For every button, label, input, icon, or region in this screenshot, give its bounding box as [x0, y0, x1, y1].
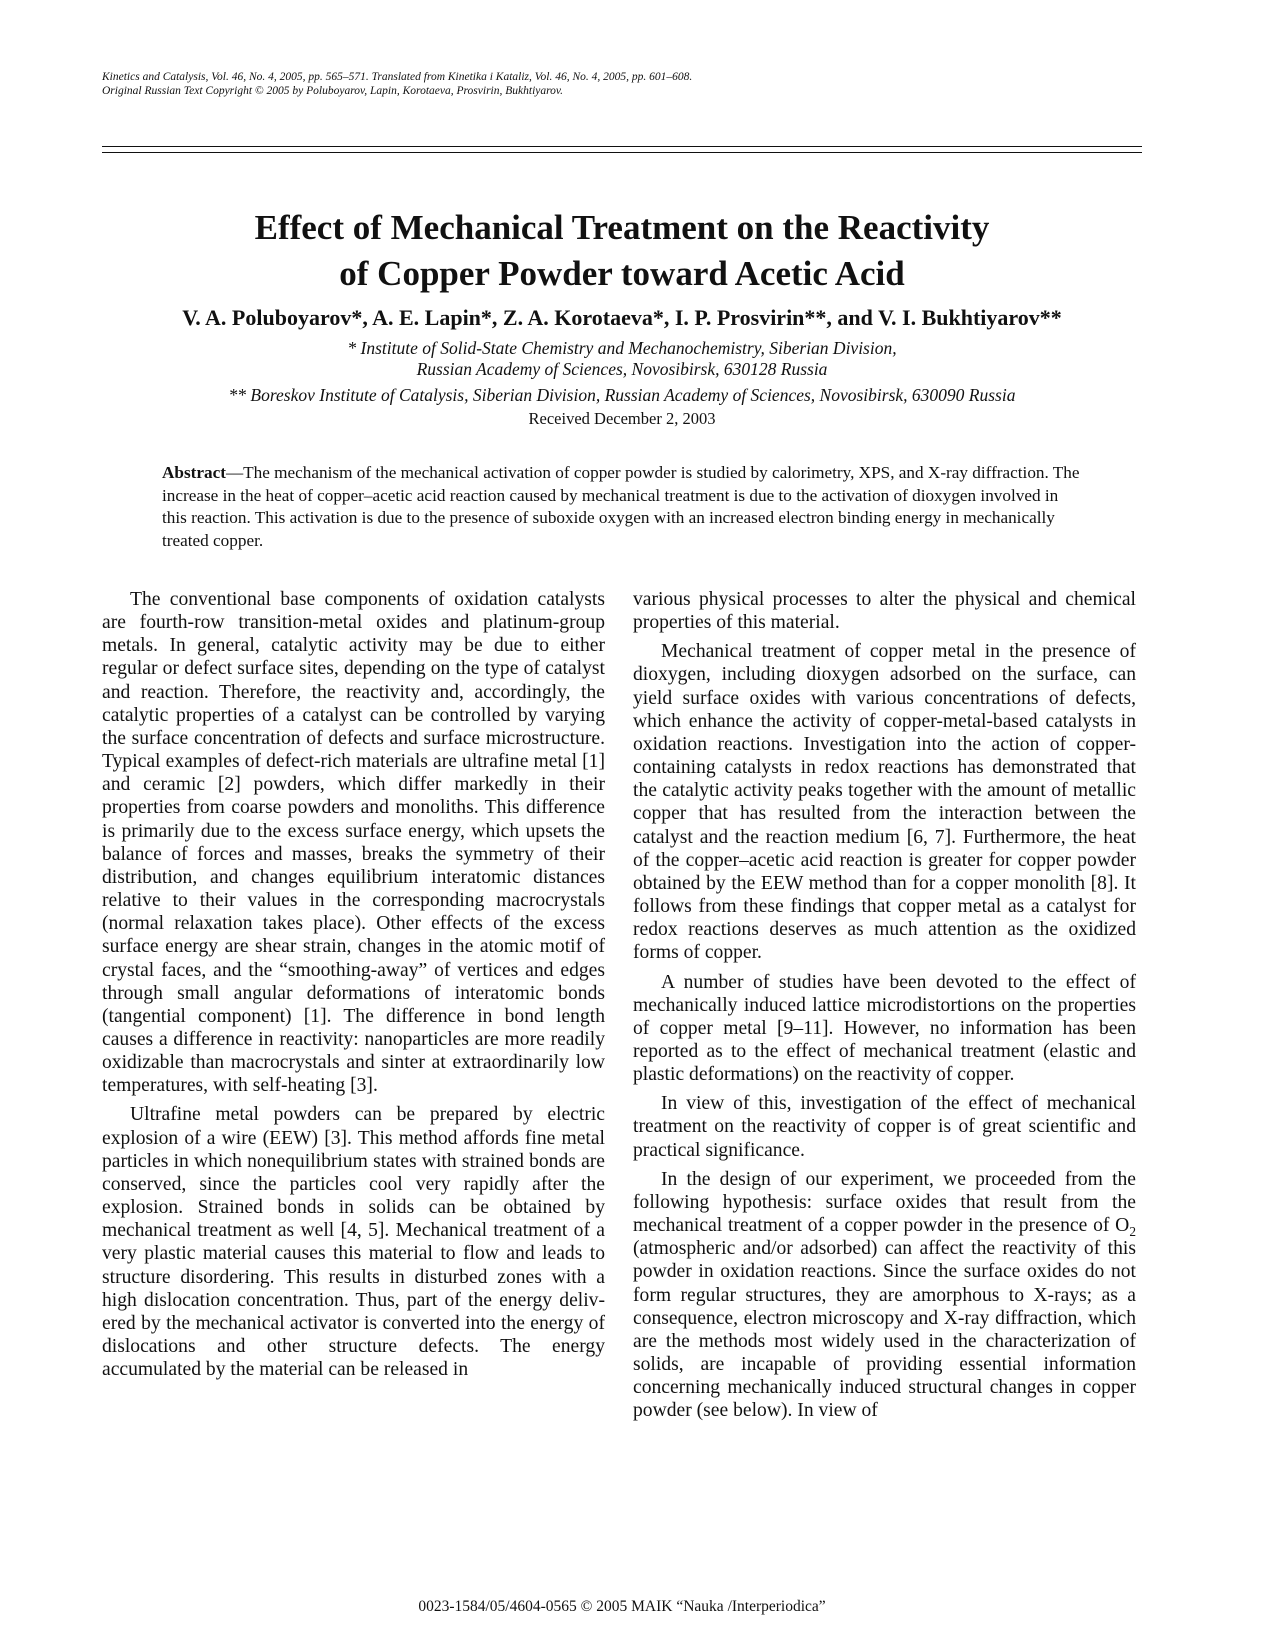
paper-title	[102, 205, 1142, 297]
body-paragraph: Mechanical treatment of copper metal in the presence of dioxygen, including dioxygen adsorbed on the surface, can yield surface oxides with various concentrations of defects, which enhance the activity of copper-metal-based catalysts in oxidation reactions. Investigation into the action of copper-containing catalysts in redox reactions has demonstrated that the catalytic activity peaks together with the amount of metallic copper that has resulted from the interaction between the catalyst and the reaction medium [6, 7]. Furthermore, the heat of the copper–acetic acid reaction is greater for copper powder obtained by the EEW method than for a copper monolith [8]. It follows from these findings that copper metal as a catalyst for redox reactions deserves as much attention as the oxidized forms of copper.	[633, 641, 1136, 964]
citation-line: Kinetics and Catalysis, Vol. 46, No. 4, 2005, pp. 565–571. Translated from Kinetika i Kataliz, Vol. 46, No. 4, 2005, pp. 601–608.	[102, 71, 693, 83]
body-paragraph: A number of studies have been devoted to the effect of mechanically induced lattice microdistortions on the properties of copper metal [9–11]. However, no information has been reported as to the effect of mechanical treatment (elastic and plastic deformations) on the reactivity of copper.	[633, 971, 1136, 1086]
header-rule-bottom	[102, 152, 1142, 153]
left-column	[102, 588, 605, 1387]
body-paragraph	[633, 1168, 1136, 1423]
title-line-1: Effect of Mechanical Treatment on the Reactivity	[254, 208, 990, 247]
right-column	[633, 588, 1136, 1428]
copyright-line: Original Russian Text Copyright © 2005 by Poluboyarov, Lapin, Korotaeva, Prosvirin, Bukhtiyarov.	[102, 85, 564, 97]
body-paragraph: Ultrafine metal powders can be prepared by electric explosion of a wire (EEW) [3]. This method affords fine metal particles in which nonequilibrium states with strained bonds are conserved, since the particles cool very rapidly after the explosion. Strained bonds in solids can be obtained by mechanical treatment as well [4, 5]. Mechanical treatment of a very plastic material causes this material to flow and leads to structure disordering. This results in disturbed zones with a high dislocation concentration. Thus, part of the energy delivered by the mechanical activator is converted into the energy of dislocations and other structure defects. The energy accumulated by the material can be released in	[102, 1104, 605, 1381]
body-paragraph: The conventional base components of oxidation catalysts are fourth-row transition-metal oxides and platinum-group metals. In general, catalytic activity may be due to either regular or defect surface sites, depending on the type of catalyst and reaction. Therefore, the reactivity and, accordingly, the catalytic properties of a catalyst can be controlled by varying the surface concentration of defects and surface microstructure. Typical examples of defect-rich materials are ultrafine metal [1] and ceramic [2] powders, which differ markedly in their properties from coarse powders and monoliths. This difference is primarily due to the excess surface energy, which upsets the balance of forces and masses, breaks the symmetry of their distribution, and changes equilibrium interatomic distances relative to their values in the corresponding macrocrystals (normal relaxation takes place). Other effects of the excess surface energy are shear strain, changes in the atomic motif of crystal faces, and the “smoothing-away” of vertices and edges through small angular deformations of interatomic bonds (tangential component) [1]. The difference in bond length causes a difference in reactivity: nanoparticles are more readily oxidizable than macrocrystals and sinter at extraordinarily low temperatures, with self-heating [3].	[102, 589, 605, 1097]
affiliation-1-line-1: * Institute of Solid-State Chemistry and Mechanochemistry, Siberian Division,	[347, 338, 897, 358]
o2-subscript: 2	[1129, 1223, 1136, 1239]
title-line-2: of Copper Powder toward Acetic Acid	[339, 254, 905, 293]
abstract-text: —The mechanism of the mechanical activation of copper powder is studied by calorimetry, XPS, and X-ray diffraction. The increase in the heat of copper–acetic acid reaction caused by mechanical treatment is due to the activation of dioxygen involved in this reaction. This activation is due to the presence of suboxide oxygen with an increased electron binding energy in mechanically treated copper.	[162, 463, 1080, 550]
body-paragraph-continued: various physical processes to alter the physical and chemical properties of this material.	[633, 589, 1136, 634]
journal-header	[102, 70, 1142, 98]
author-list: V. A. Poluboyarov*, A. E. Lapin*, Z. A. Korotaeva*, I. P. Prosvirin**, and V. I. Bukhtiyarov**	[182, 305, 1062, 330]
hypothesis-text-b: (atmospheric and/or adsorbed) can affect the reactivity of this powder in oxidation reactions. Since the surface oxides do not form regular structures, they are amorphous to X-rays; as a consequence, electron microscopy and X-ray diffraction, which are the methods most widely used in the characterization of solids, are incapable of providing essential information concerning mechanically induced structural changes in copper powder (see below). In view of	[633, 1238, 1136, 1422]
affiliation-2-line: ** Boreskov Institute of Catalysis, Siberian Division, Russian Academy of Sciences, Novosibirsk, 630090 Russia	[228, 385, 1016, 405]
abstract-label: Abstract	[162, 463, 226, 482]
abstract	[162, 462, 1082, 552]
page-footer: 0023-1584/05/4604-0565 © 2005 MAIK “Nauka /Interperiodica”	[418, 1598, 826, 1615]
affiliation-2	[102, 385, 1142, 406]
header-rule-top	[102, 146, 1142, 147]
hypothesis-text-a: In the design of our experiment, we proceeded from the following hypothesis: surface oxides that result from the mechanical treatment of a copper powder in the presence of O	[633, 1168, 1136, 1237]
affiliation-1	[102, 338, 1142, 380]
received-date: Received December 2, 2003	[528, 409, 716, 428]
affiliation-1-line-2: Russian Academy of Sciences, Novosibirsk, 630128 Russia	[416, 359, 828, 379]
body-paragraph: In view of this, investigation of the effect of mechanical treatment on the reactivity of copper is of great scientific and practical significance.	[633, 1093, 1136, 1161]
